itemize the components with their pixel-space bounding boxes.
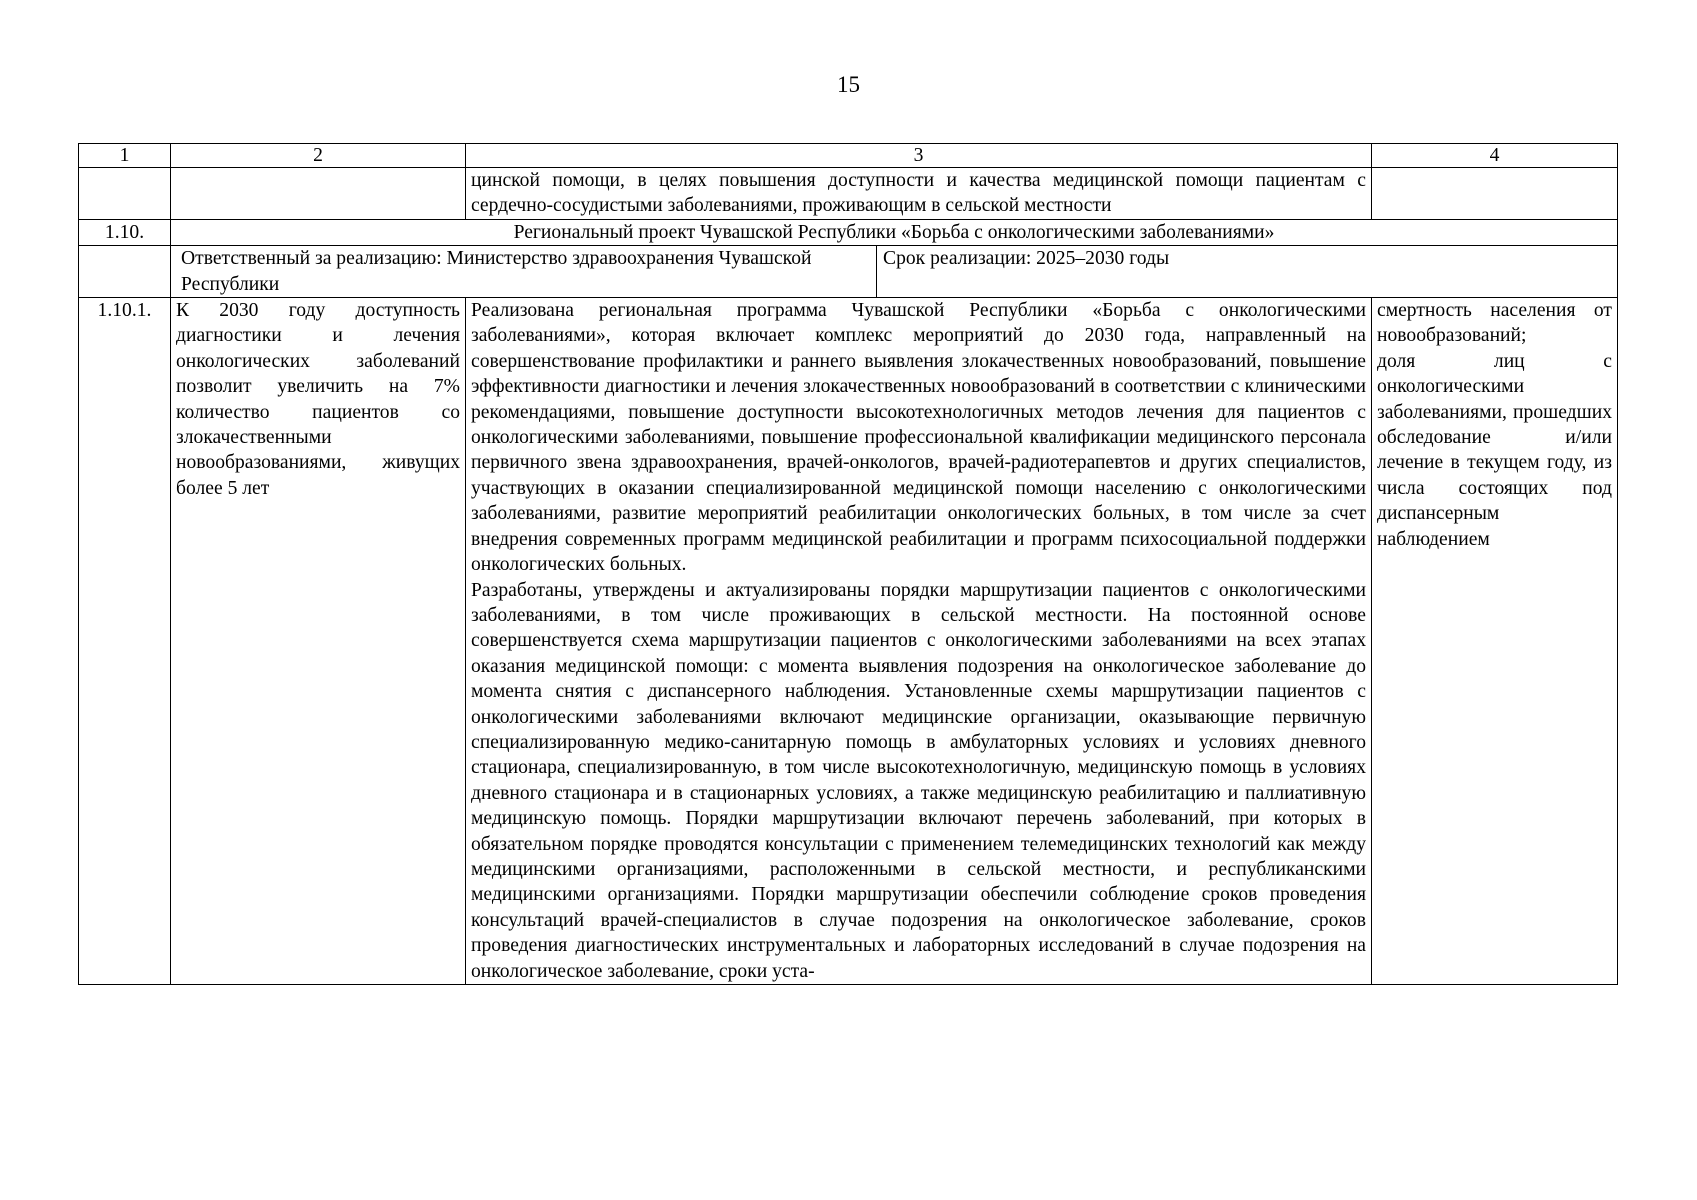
continuation-row (79, 168, 1618, 220)
project-title: Региональный проект Чувашской Республики «Борьба с онкологическими заболеваниями» (171, 219, 1618, 245)
measures-table (78, 143, 1618, 985)
project-responsible: Ответственный за реализацию: Министерство здравоохранения Чувашской Республики (176, 246, 877, 297)
project-title-row (79, 219, 1618, 245)
project-term: Срок реализации: 2025–2030 годы (883, 248, 1170, 270)
header-cell-2: 2 (171, 144, 466, 168)
continuation-num-cell (79, 168, 171, 220)
project-meta-row (79, 246, 1618, 298)
header-row (79, 144, 1618, 168)
row-description-paragraph-2: Разработаны, утверждены и актуализированы порядки маршрутизации пациентов с онкологическими заболеваниями, в том числе проживающих в сельской местности. На постоянной основе совершенствуется схема маршрутизации пациентов с онкологическими заболеваниями на всех этапах оказания медицинской помощи: с момента выявления подозрения на онкологическое заболевание до момента снятия с диспансерного наблюдения. Установленные схемы маршрутизации пациентов с онкологическими заболеваниями включают медицинские организации, оказывающие первичную специализированную медико-санитарную помощь в амбулаторных условиях и условиях дневного стационара, специализированную, в том числе высокотехнологичную, медицинскую помощь в условиях дневного стационара и в стационарных условиях, а также медицинскую реабилитацию и паллиативную медицинскую помощь. Порядки маршрутизации включают перечень заболеваний, при которых в обязательном порядке проводятся консультации с применением телемедицинских технологий как между медицинскими организациями, расположенными в сельской местности, и республиканскими медицинскими организациями. Порядки маршрутизации обеспечили соблюдение сроков проведения консультаций врачей-специалистов в случае подозрения на онкологическое заболевание, сроков проведения диагностических инструментальных и лабораторных исследований в случае подозрения на онкологическое заболевание, сроки уста- (471, 579, 1366, 982)
row-indicator-2: доля лиц с онкологическими заболеваниями, прошедших обследование и/или лечение в текущем году, из числа состоящих под диспансерным наблюдением (1377, 350, 1612, 550)
header-cell-1: 1 (79, 144, 171, 168)
continuation-goal-cell (171, 168, 466, 220)
row-description (466, 298, 1372, 985)
row-goal: К 2030 году доступность диагностики и лечения онкологических заболеваний позволит увеличить на 7% количество пациентов со злокачественными новообразованиями, живущих более 5 лет (171, 298, 466, 985)
row-indicator-1: смертность населения от новообразований; (1377, 300, 1612, 347)
page-number: 15 (837, 72, 860, 97)
row-number: 1.10.1. (79, 298, 171, 985)
header-cell-4: 4 (1372, 144, 1618, 168)
project-meta-num-cell (79, 246, 171, 298)
table-row (79, 298, 1618, 985)
project-number: 1.10. (79, 219, 171, 245)
header-cell-3: 3 (466, 144, 1372, 168)
continuation-indicator-cell (1372, 168, 1618, 220)
project-meta-cell (171, 246, 1618, 298)
continuation-text: цинской помощи, в целях повышения доступности и качества медицинской помощи пациентам с сердечно-сосудистыми заболеваниями, проживающим в сельской местности (466, 168, 1372, 220)
row-description-paragraph-1: Реализована региональная программа Чувашской Республики «Борьба с онкологическими заболеваниями», которая включает комплекс мероприятий до 2030 года, направленный на совершенствование профилактики и раннего выявления злокачественных новообразований, повышение эффективности диагностики и лечения злокачественных новообразований в соответствии с клиническими рекомендациями, повышение доступности высокотехнологичных методов лечения для пациентов с онкологическими заболеваниями, повышение профессиональной квалификации медицинского персонала первичного звена здравоохранения, врачей-онкологов, врачей-радиотерапевтов и других специалистов, участвующих в оказании специализированной медицинской помощи населению с онкологическими заболеваниями, развитие мероприятий реабилитации онкологических больных, в том числе за счет внедрения современных программ медицинской реабилитации и программ психосоциальной поддержки онкологических больных. (471, 300, 1366, 576)
row-indicators (1372, 298, 1618, 985)
